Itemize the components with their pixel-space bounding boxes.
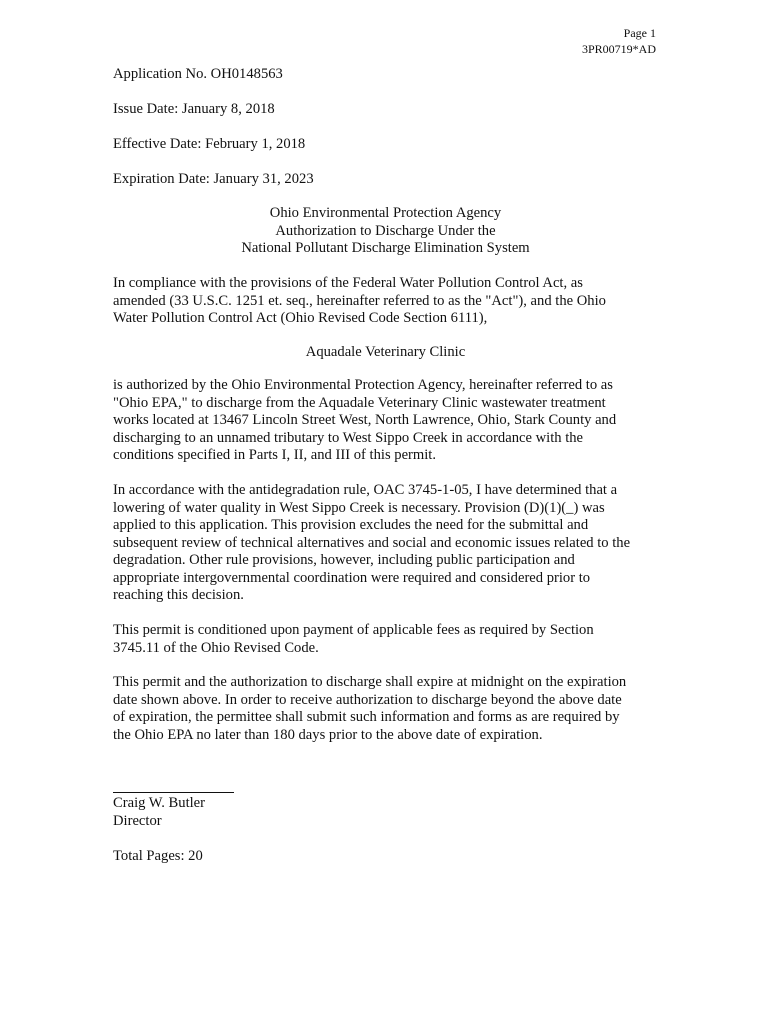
- text-line: 3745.11 of the Ohio Revised Code.: [113, 639, 319, 656]
- fees-paragraph: [113, 622, 658, 657]
- text-line: subsequent review of technical alternatives and social and economic issues related to the: [113, 534, 631, 551]
- page-header: [582, 26, 656, 57]
- signatory-title: Director: [113, 812, 162, 829]
- expiration-paragraph: [113, 674, 658, 744]
- page-number: Page 1: [623, 26, 656, 40]
- facility-name: Aquadale Veterinary Clinic: [305, 344, 466, 360]
- title-authorization: Authorization to Discharge Under the: [275, 222, 496, 239]
- effective-date: Effective Date: February 1, 2018: [113, 136, 306, 152]
- document-code: 3PR00719*AD: [581, 41, 656, 56]
- text-line: amended (33 U.S.C. 1251 et. seq., hereinafter referred to as the "Act"), and the Ohio: [113, 292, 606, 309]
- text-line: reaching this decision.: [113, 587, 244, 603]
- text-line: appropriate intergovernmental coordination were required and considered prior to: [113, 569, 591, 586]
- expiration-date: Expiration Date: January 31, 2023: [113, 171, 314, 187]
- text-line: In compliance with the provisions of the Federal Water Pollution Control Act, as: [113, 275, 583, 291]
- text-line: is authorized by the Ohio Environmental Protection Agency, hereinafter referred to as: [113, 377, 613, 393]
- application-number: Application No. OH0148563: [113, 66, 283, 82]
- text-line: This permit is conditioned upon payment of applicable fees as required by Section: [113, 622, 594, 638]
- signature-line: [113, 792, 234, 793]
- text-line: date shown above. In order to receive authorization to discharge beyond the above date: [113, 691, 622, 708]
- text-line: "Ohio EPA," to discharge from the Aquadale Veterinary Clinic wastewater treatment: [113, 394, 606, 411]
- antidegradation-paragraph: [113, 482, 658, 605]
- text-line: the Ohio EPA no later than 180 days prior to the above date of expiration.: [113, 726, 543, 743]
- text-line: works located at 13467 Lincoln Street West, North Lawrence, Ohio, Stark County and: [113, 412, 617, 428]
- signatory-name: Craig W. Butler: [113, 795, 206, 811]
- text-line: In accordance with the antidegradation rule, OAC 3745-1-05, I have determined that a: [113, 482, 618, 498]
- permit-title: [113, 205, 658, 258]
- title-system: National Pollutant Discharge Elimination System: [241, 240, 530, 256]
- text-line: Water Pollution Control Act (Ohio Revised Code Section 6111),: [113, 310, 488, 326]
- text-line: lowering of water quality in West Sippo Creek is necessary. Provision (D)(1)(_) was: [113, 499, 605, 516]
- signatory: [113, 795, 658, 830]
- authorization-paragraph: [113, 377, 658, 465]
- text-line: discharging to an unnamed tributary to West Sippo Creek in accordance with the: [113, 429, 584, 446]
- compliance-paragraph: [113, 275, 658, 328]
- text-line: of expiration, the permittee shall submit such information and forms as are required by: [113, 709, 620, 725]
- text-line: This permit and the authorization to discharge shall expire at midnight on the expiration: [113, 674, 627, 690]
- text-line: degradation. Other rule provisions, however, including public participation and: [113, 552, 575, 568]
- text-line: applied to this application. This provision excludes the need for the submittal and: [113, 517, 589, 533]
- text-line: conditions specified in Parts I, II, and III of this permit.: [113, 447, 437, 463]
- issue-date: Issue Date: January 8, 2018: [113, 101, 275, 117]
- title-agency: Ohio Environmental Protection Agency: [269, 205, 502, 221]
- total-pages: Total Pages: 20: [113, 848, 203, 864]
